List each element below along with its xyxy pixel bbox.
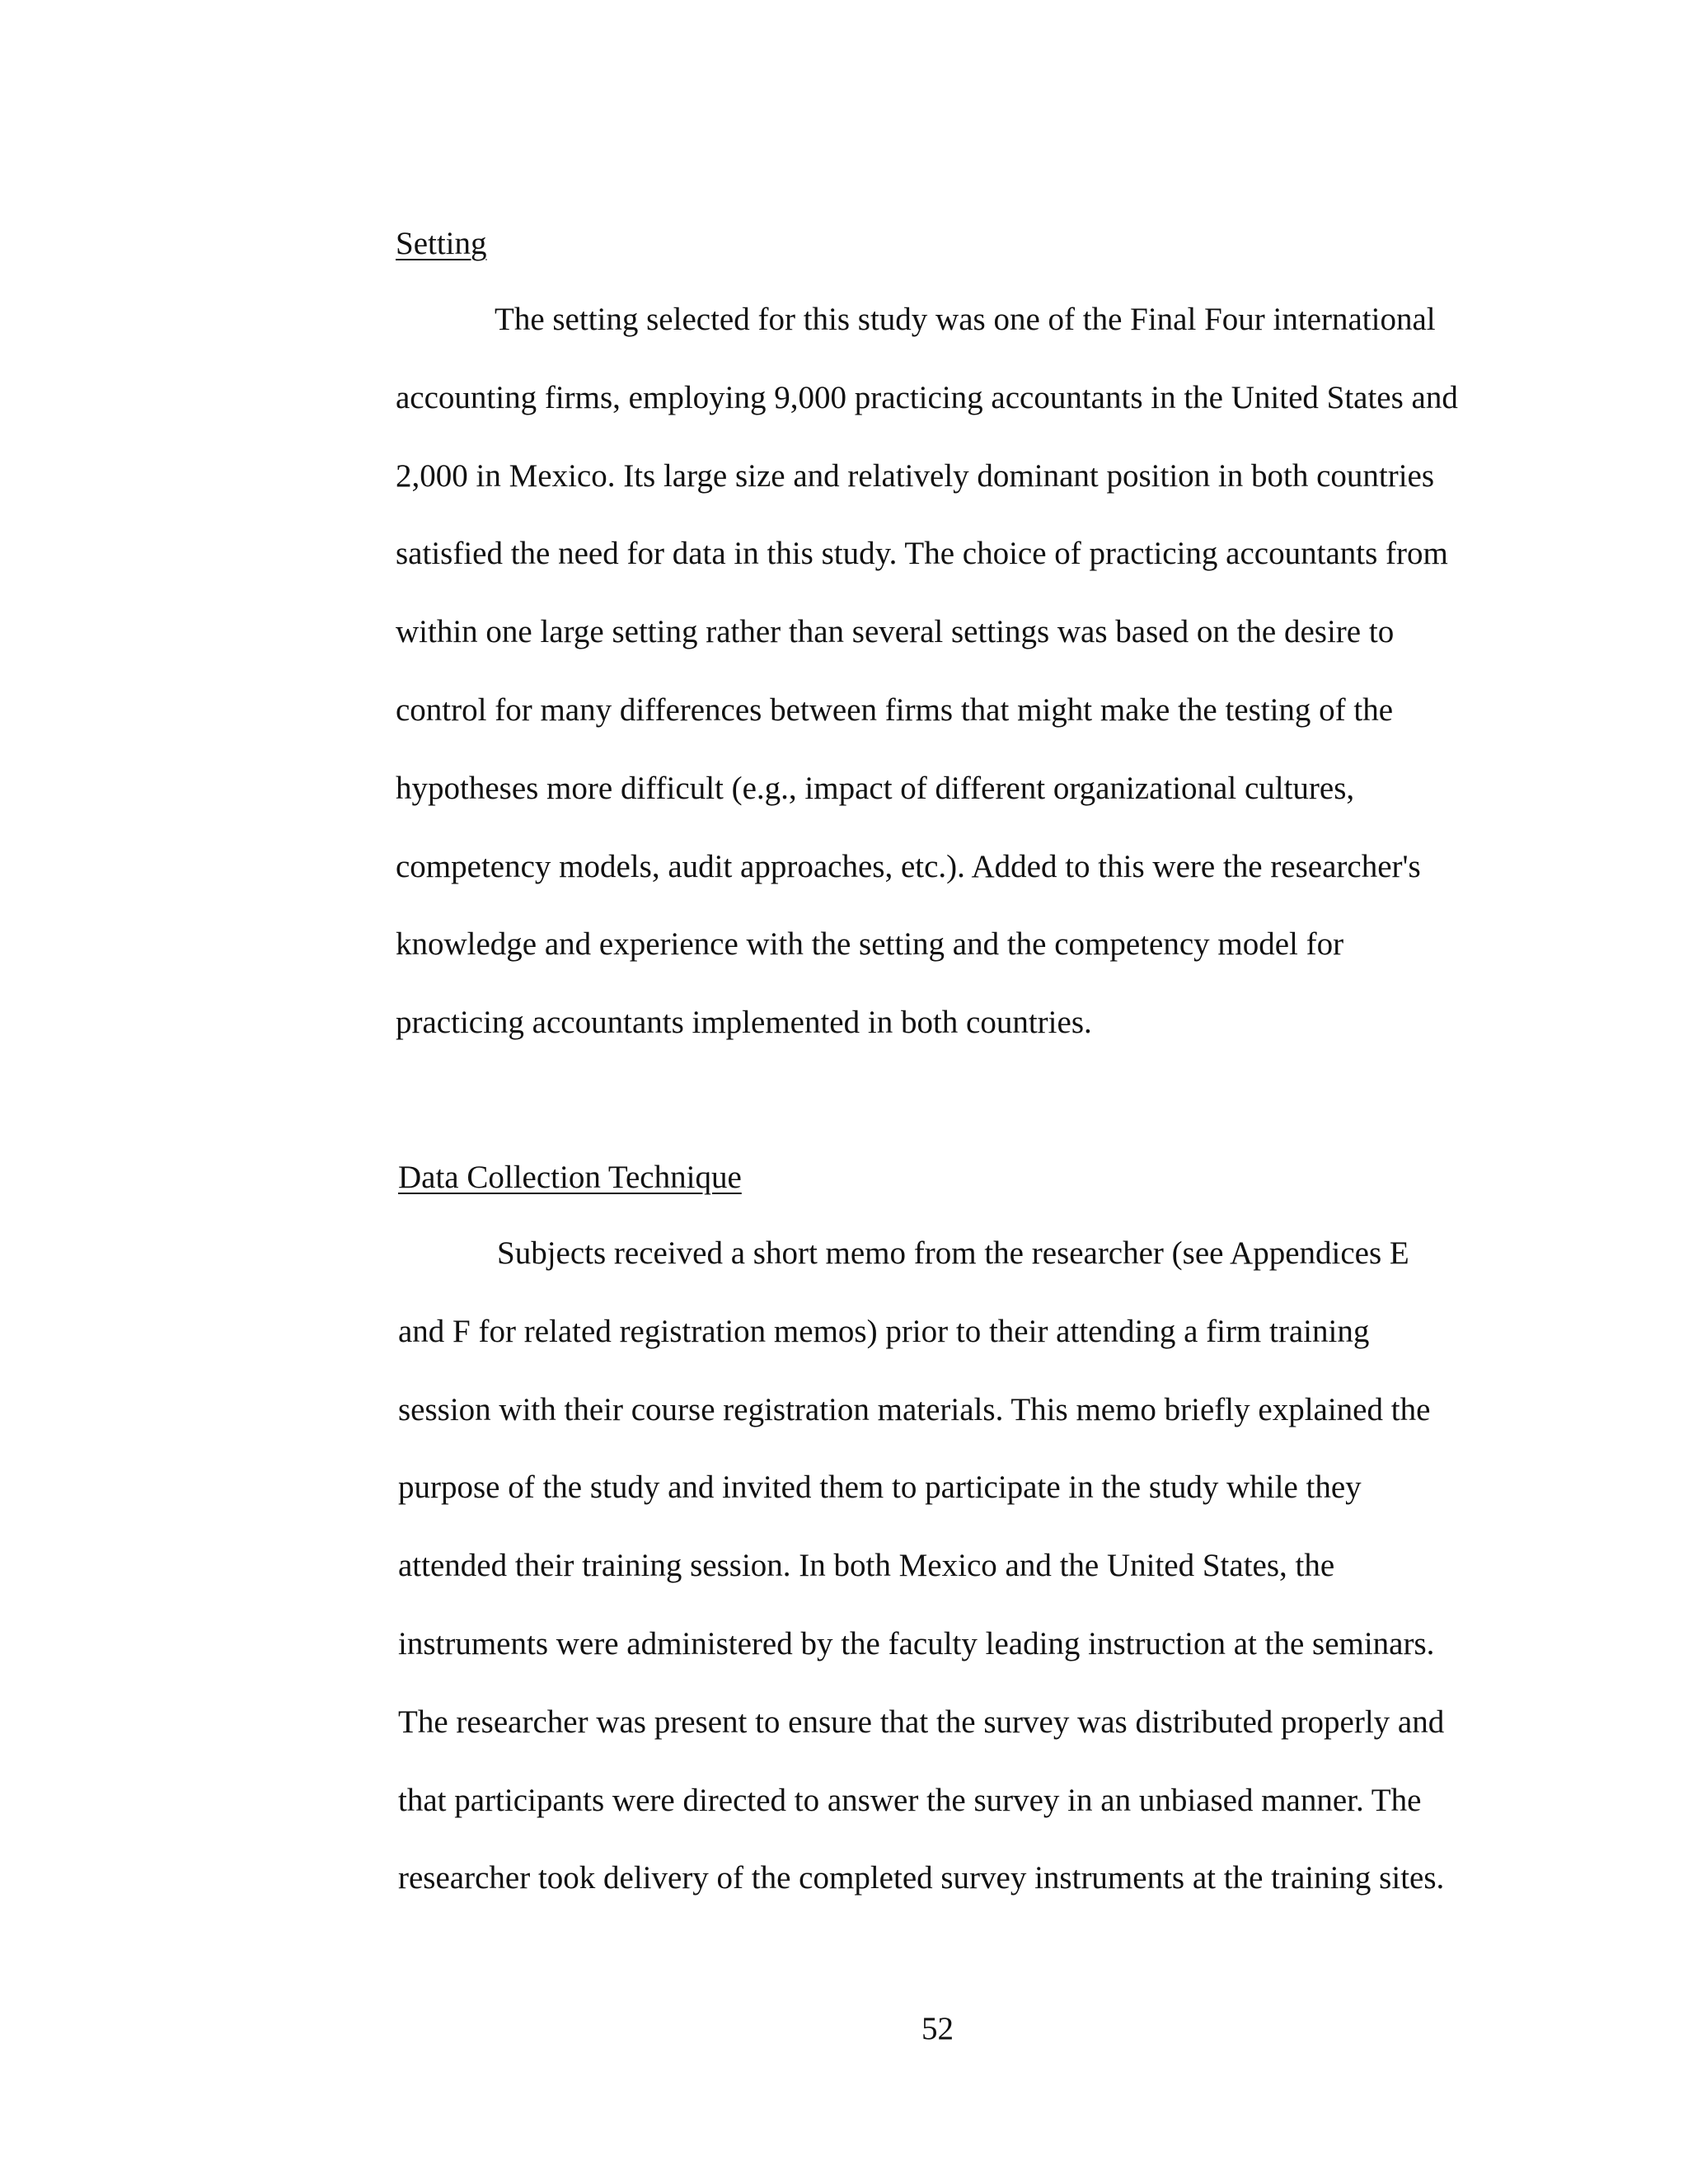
paragraph-line: session with their course registration materials. This memo briefly explained the [398,1392,1431,1427]
paragraph-line: within one large setting rather than several settings was based on the desire to [396,614,1395,649]
paragraph-line: 2,000 in Mexico. Its large size and relatively dominant position in both countries [396,458,1435,494]
paragraph-line: The setting selected for this study was one of the Final Four international [495,302,1436,337]
paragraph-line: satisfied the need for data in this study. The choice of practicing accountants from [396,536,1448,571]
paragraph-line: and F for related registration memos) prior to their attending a firm training [398,1314,1370,1349]
paragraph-line: practicing accountants implemented in both countries. [396,1005,1092,1040]
paragraph-line: researcher took delivery of the completed survey instruments at the training sites. [398,1860,1445,1896]
section-heading-setting: Setting [396,226,487,261]
page-number: 52 [921,2011,954,2046]
paragraph-line: knowledge and experience with the setting and the competency model for [396,926,1344,962]
paragraph-line: accounting firms, employing 9,000 practicing accountants in the United States and [396,380,1458,415]
paragraph-line: competency models, audit approaches, etc.). Added to this were the researcher's [396,849,1421,884]
paragraph-line: that participants were directed to answer the survey in an unbiased manner. The [398,1783,1422,1818]
paragraph-line: purpose of the study and invited them to participate in the study while they [398,1469,1362,1505]
paragraph-line: instruments were administered by the faculty leading instruction at the seminars. [398,1626,1435,1661]
paragraph-line: Subjects received a short memo from the researcher (see Appendices E [497,1235,1409,1271]
paragraph-line: hypotheses more difficult (e.g., impact of different organizational cultures, [396,771,1355,806]
section-heading-data-collection-technique: Data Collection Technique [398,1160,742,1195]
paragraph-line: The researcher was present to ensure that the survey was distributed properly and [398,1704,1445,1740]
paragraph-line: attended their training session. In both Mexico and the United States, the [398,1548,1335,1583]
paragraph-line: control for many differences between firms that might make the testing of the [396,692,1394,728]
